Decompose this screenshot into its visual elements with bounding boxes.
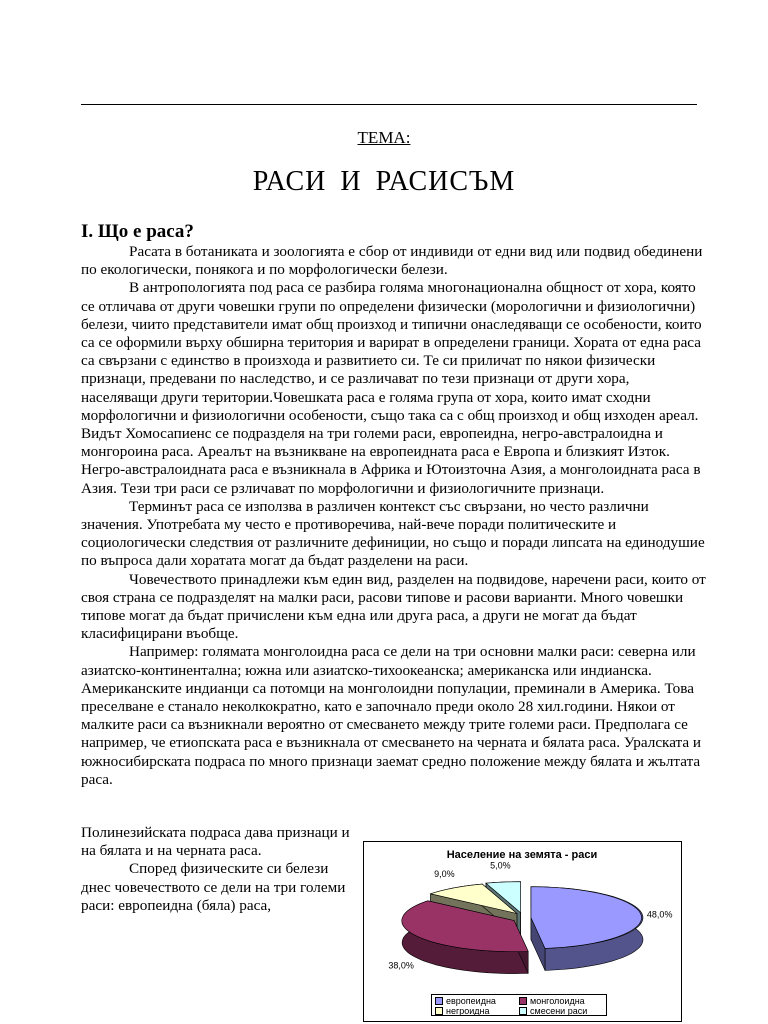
legend-label: европеидна xyxy=(446,996,496,1006)
paragraph: Полинезийската подраса дава признаци и на бялата и на черната раса. xyxy=(81,824,350,860)
chart-legend xyxy=(431,994,607,1016)
data-label: 9,0% xyxy=(434,869,455,880)
page-title: РАСИ И РАСИСЪМ xyxy=(252,166,516,197)
legend-item xyxy=(435,1006,519,1016)
legend-swatch xyxy=(519,1007,527,1015)
paragraph: Според физическите си белези днес човечеството се дели на три големи раси: европеидна (бяла) раса, xyxy=(81,860,346,914)
legend-label: негроидна xyxy=(446,1006,490,1016)
section-heading: I. Що е раса? xyxy=(81,221,194,242)
paragraph: Расата в ботаниката и зоологията е сбор от индивиди от едни вид или подвид обединени по екологически, понякога и по морфологически белези. xyxy=(81,243,703,279)
paragraph: Например: голямата монголоидна раса се дели на три основни малки раси: северна или азиатско-континентална; южна или азиатско-тихоокеанска; американска или индианска. Американските индианци са потомци на монголоидни популации, преминали в Америка. Това преселване е станало неколкократно, като е започнало преди около 28 хил.години. Някои от малките раси са възникнали вероятно от смесването между трите големи раси. Предполага се например, че етиопската раса е възникнала от смесването на черната и бялата раса. Уралската и южносибирската подраса по много признаци заемат средно положение между бялата и жълтата раса. xyxy=(81,643,702,788)
legend-label: смесени раси xyxy=(530,1006,588,1016)
pie-slice-европеидна xyxy=(531,887,643,971)
legend-item xyxy=(519,1006,603,1016)
legend-swatch xyxy=(435,1007,443,1015)
data-label: 48,0% xyxy=(646,909,673,920)
side-text xyxy=(81,824,353,915)
legend-swatch xyxy=(519,997,527,1005)
legend-label: монголоидна xyxy=(530,996,585,1006)
tema-label: ТЕМА: xyxy=(357,128,411,147)
data-label: 5,0% xyxy=(490,860,511,871)
data-label: 38,0% xyxy=(388,960,414,971)
paragraph: Терминът раса се използва в различен контекст със свързани, но често различни значения. Употребата му често е противоречива, най-вече поради политическите и социологически следствия от различните дефиниции, но също и поради липсата на единодушие по въпроса дали хоратата могат да бъдат разделени на раси. xyxy=(81,497,705,570)
body-text xyxy=(81,243,709,789)
paragraph: Човечеството принадлежи към един вид, разделен на подвидове, наречени раси, които от своя страна се подразделят на малки раси, расови типове и расови варианти. Много човешки типове могат да бъдат причислени към една или друга раса, а други не могат да бъдат класифицирани въобще. xyxy=(81,570,706,643)
legend-item xyxy=(435,996,519,1006)
chart-title: Население на земята - раси xyxy=(446,849,598,861)
pie-chart xyxy=(363,841,682,1022)
paragraph: В антропологията под раса се разбира голяма многонационална общност от хора, която се отличава от други човешки групи по определени физически (морологични и физиологични) белези, чиито представители имат общ произход и типични онаследяващи се особености, които са се оформили върху обширна територия и варират в определени граници. Хората от една раса са свързани с единство в произхода и развитието си. Те си приличат по някои физически признаци, предевани по наследство, и се различават по тези признаци от други хора, населяващи други територии.Човешката раса е голяма група от хора, които имат сходни морфологични и физиологични особености, също така са с общ произход и общ изходен ареал. Видът Хомосапиенс се подразделя на три големи раси, европеидна, негро-австралоидна и монгороина раса. Ареалът на възникване на европеидната раса е Европа и близкият Изток. Негро-австралоидната раса е възникнала в Африка и Ютоизточна Азия, а монголоидната раса в Азия. Тези три раси се рзличават по морфологични и физиологичните признаци. xyxy=(81,279,702,497)
legend-item xyxy=(519,996,603,1006)
legend-swatch xyxy=(435,997,443,1005)
header-rule xyxy=(81,104,697,105)
